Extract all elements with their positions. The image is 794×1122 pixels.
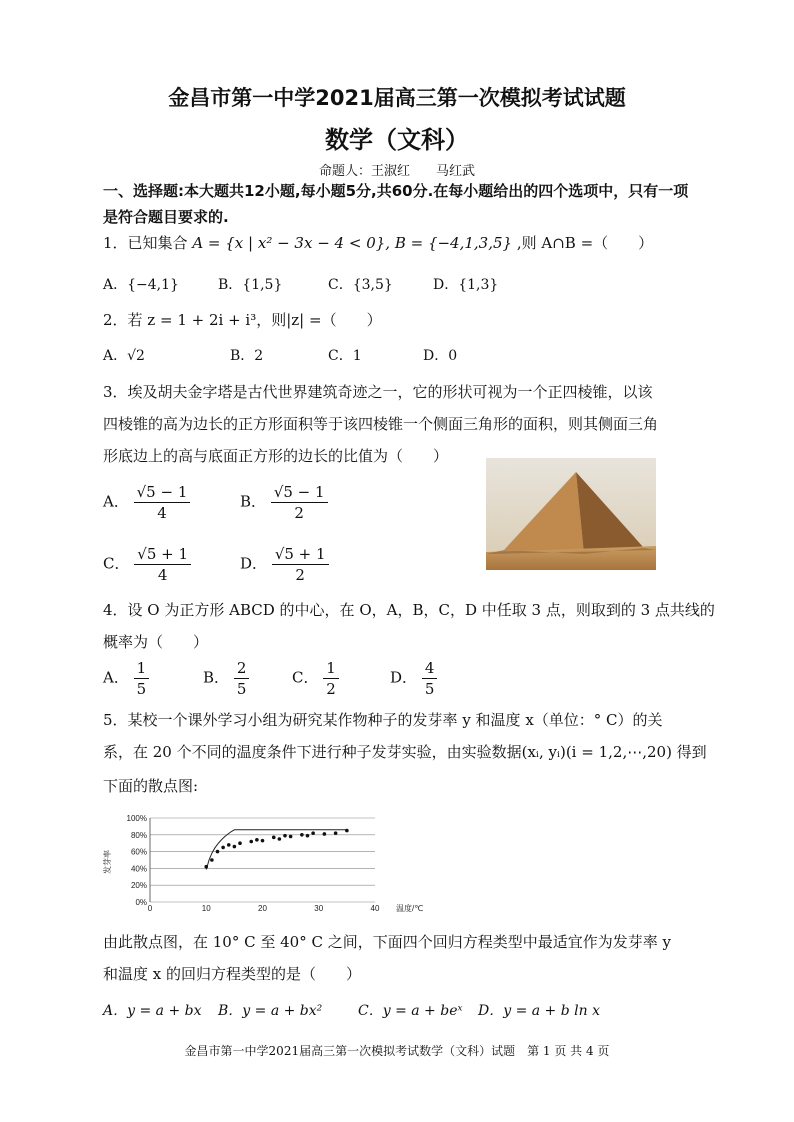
q3-option-b-den: 2: [294, 504, 304, 522]
q3-option-d-num: √5 + 1: [272, 544, 329, 565]
q4-option-a-den: 5: [136, 680, 147, 698]
question-5-line-1: 5．某校一个课外学习小组为研究某作物种子的发芽率 y 和温度 x（单位：° C）的关: [103, 711, 663, 729]
question-1: [103, 233, 653, 253]
question-5-line-3: 下面的散点图:: [103, 777, 199, 795]
chart-ylabel: 发芽率: [103, 850, 112, 874]
q4-option-b: [203, 658, 249, 699]
q4-option-c: [292, 658, 339, 699]
q3-option-a: [103, 482, 190, 523]
q3-option-c-den: 4: [157, 566, 168, 584]
question-4-line-1: 4．设 O 为正方形 ABCD 的中心，在 O，A，B，C，D 中任取 3 点，则取到的 3 点共线的: [103, 601, 715, 619]
q4-option-d-label: D．: [390, 668, 418, 687]
chart-point: [216, 850, 220, 854]
q4-option-a-fraction: [134, 658, 150, 699]
pyramid-illustration: [486, 458, 656, 570]
exam-subtitle: 数学（文科）: [325, 126, 469, 154]
question-5-after-line-1: 由此散点图，在 10° C 至 40° C 之间，下面四个回归方程类型中最适宜作为发芽率 y: [103, 933, 671, 951]
question-3-line-3: 形底边上的高与底面正方形的边长的比值为（ ）: [103, 447, 449, 465]
chart-xlabel: 温度/℃: [396, 904, 424, 913]
chart-point: [323, 832, 327, 836]
q3-option-b-fraction: [271, 482, 328, 523]
chart-xtick-label: 0: [147, 904, 153, 913]
q3-option-a-fraction: [134, 482, 191, 523]
chart-xtick-label: 20: [258, 904, 267, 913]
chart-point: [345, 829, 349, 833]
chart-xtick-label: 30: [314, 904, 324, 913]
chart-point: [261, 839, 265, 843]
chart-point: [272, 836, 276, 840]
q2-option-d: D．0: [423, 348, 458, 364]
chart-xtick-label: 40: [370, 904, 380, 913]
chart-point: [233, 845, 237, 849]
q3-option-c: [103, 544, 191, 585]
question-5-after-line-2: 和温度 x 的回归方程类型的是（ ）: [103, 965, 361, 983]
chart-point: [289, 835, 293, 839]
q1-option-c: C．{3,5}: [328, 277, 393, 293]
exam-title: 金昌市第一中学2021届高三第一次模拟考试试题: [168, 86, 626, 110]
q3-option-d-label: D．: [240, 554, 268, 573]
q1-option-a: A．{−4,1}: [103, 277, 179, 293]
chart-point: [238, 841, 242, 845]
question-3-line-1: 3．埃及胡夫金字塔是古代世界建筑奇迹之一，它的形状可视为一个正四棱锥，以该: [103, 383, 653, 401]
chart-grid: [150, 818, 375, 902]
q4-option-c-num: 1: [323, 658, 339, 679]
q3-option-b-num: √5 − 1: [271, 482, 328, 503]
chart-trend-line: [206, 830, 347, 870]
question-4-line-2: 概率为（ ）: [103, 633, 209, 651]
q5-option-c: C．y = a + beˣ: [358, 1003, 463, 1019]
q4-option-c-label: C．: [292, 668, 319, 687]
q4-option-c-den: 2: [326, 680, 336, 698]
q4-option-b-label: B．: [203, 668, 230, 687]
chart-ticks: [127, 814, 380, 913]
q2-option-a: A．√2: [103, 348, 145, 364]
q5-option-d: D．y = a + b ln x: [478, 1003, 600, 1019]
q3-option-a-label: A．: [103, 492, 129, 511]
q4-option-b-fraction: [234, 658, 250, 699]
q1-option-b: B．{1,5}: [218, 277, 283, 293]
q3-option-c-label: C．: [103, 554, 130, 573]
chart-point: [249, 840, 253, 844]
question-2: 2．若 z = 1 + 2i + i³，则|z| =（ ）: [103, 311, 382, 329]
chart-point: [227, 843, 231, 847]
q3-option-c-fraction: [134, 544, 191, 585]
chart-point: [204, 865, 208, 869]
question-5-line-2: 系，在 20 个不同的温度条件下进行种子发芽实验，由实验数据(xᵢ, yᵢ)(i = 1,2,⋯,20) 得到: [103, 743, 707, 761]
exam-authors: 命题人：王淑红 马红武: [318, 164, 475, 179]
q2-option-c: C．1: [328, 348, 362, 364]
chart-ytick-label: 20%: [130, 881, 147, 891]
q4-option-d-den: 5: [424, 680, 435, 698]
q4-option-a-num: 1: [134, 658, 150, 679]
q3-option-d-fraction: [272, 544, 329, 585]
q4-option-a: [103, 658, 149, 699]
chart-point: [210, 858, 214, 862]
pyramid-photo: [486, 458, 656, 570]
q4-option-a-label: A．: [103, 668, 129, 687]
chart-ytick-label: 0%: [135, 898, 147, 907]
chart-point: [306, 834, 310, 838]
section-heading: 一、选择题:本大题共12小题,每小题5分,共60分.在每小题给出的四个选项中，只有一项是符合题目要求的.: [103, 182, 689, 226]
q1-suffix: ,则 A∩B =（ ）: [516, 234, 654, 252]
q3-option-d-den: 2: [295, 566, 305, 584]
q4-option-d-num: 4: [422, 658, 438, 679]
chart-point: [311, 831, 315, 835]
q1-prefix: 1．已知集合: [103, 234, 188, 252]
chart-trend-curve: [206, 830, 347, 870]
chart-point: [255, 838, 259, 842]
chart-ytick-label: 80%: [130, 830, 147, 840]
q5-option-b: B．y = a + bx²: [218, 1003, 323, 1019]
chart-point: [283, 834, 287, 838]
chart-point: [334, 831, 338, 835]
q3-option-c-num: √5 + 1: [134, 544, 191, 565]
q2-option-b: B．2: [230, 348, 264, 364]
chart-xtick-label: 10: [201, 904, 211, 913]
q5-option-a: A．y = a + bx: [103, 1003, 202, 1019]
q4-option-d-fraction: [422, 658, 438, 699]
q4-option-d: [390, 658, 437, 699]
q4-option-c-fraction: [323, 658, 339, 699]
q3-option-a-den: 4: [157, 504, 167, 522]
chart-ytick-label: 100%: [126, 814, 147, 823]
chart-point: [278, 837, 282, 841]
q3-option-b-label: B．: [240, 492, 267, 511]
question-3-line-2: 四棱锥的高为边长的正方形面积等于该四棱锥一个侧面三角形的面积，则其侧面三角: [103, 415, 659, 433]
chart-ytick-label: 60%: [130, 847, 147, 857]
q3-option-d: [240, 544, 329, 585]
chart-point: [300, 833, 304, 837]
q3-option-a-num: √5 − 1: [134, 482, 191, 503]
page-footer: 金昌市第一中学2021届高三第一次模拟考试数学（文科）试题 第 1 页 共 4 页: [184, 1044, 610, 1058]
germination-scatter-chart: [100, 810, 430, 920]
chart-ytick-label: 40%: [130, 864, 147, 874]
q1-option-d: D．{1,3}: [433, 277, 499, 293]
q4-option-b-num: 2: [234, 658, 250, 679]
q4-option-b-den: 5: [236, 680, 247, 698]
q1-sets: A = {x | x² − 3x − 4 < 0}, B = {−4,1,3,5}: [192, 234, 513, 252]
q3-option-b: [240, 482, 328, 523]
chart-point: [221, 846, 225, 850]
